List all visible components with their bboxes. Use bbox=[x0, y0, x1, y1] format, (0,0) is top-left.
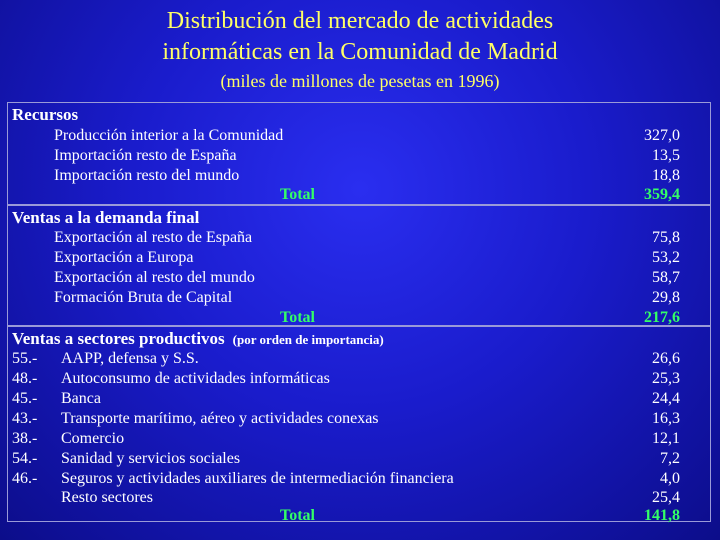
section-note: (por orden de importancia) bbox=[232, 332, 384, 347]
row-value: 24,4 bbox=[652, 390, 680, 407]
row-label: Exportación al resto del mundo bbox=[54, 269, 255, 286]
row-value: 26,6 bbox=[652, 350, 680, 367]
row-value: 25,4 bbox=[652, 489, 680, 506]
total-label: Total bbox=[280, 309, 315, 326]
total-row bbox=[8, 185, 710, 205]
row-value: 58,7 bbox=[652, 269, 680, 286]
section-header: Ventas a sectores productivos bbox=[12, 329, 225, 348]
row-value: 29,8 bbox=[652, 289, 680, 306]
section-ventas-sectores bbox=[8, 325, 710, 524]
row-code: 45.- bbox=[12, 390, 38, 407]
section-header: Ventas a la demanda final bbox=[12, 208, 200, 227]
row-code: 55.- bbox=[12, 350, 38, 367]
row-code: 48.- bbox=[12, 370, 38, 387]
table-row bbox=[8, 126, 710, 146]
row-label: Resto sectores bbox=[61, 489, 153, 506]
row-value: 13,5 bbox=[652, 147, 680, 164]
section-ventas-demanda bbox=[8, 204, 710, 325]
table-row bbox=[8, 166, 710, 186]
row-label: Seguros y actividades auxiliares de intermediación financiera bbox=[61, 470, 454, 487]
table-row bbox=[8, 228, 710, 248]
market-table bbox=[7, 102, 711, 522]
table-row bbox=[8, 349, 710, 369]
row-label: Importación resto del mundo bbox=[54, 167, 240, 184]
row-code: 38.- bbox=[12, 430, 38, 447]
table-row bbox=[8, 449, 710, 469]
section-recursos bbox=[8, 103, 710, 204]
section-header: Recursos bbox=[12, 105, 79, 124]
row-value: 25,3 bbox=[652, 370, 680, 387]
slide-title bbox=[0, 6, 720, 68]
row-label: Importación resto de España bbox=[54, 147, 237, 164]
row-value: 53,2 bbox=[652, 249, 680, 266]
table-row bbox=[8, 409, 710, 429]
total-label: Total bbox=[280, 507, 315, 524]
table-row bbox=[8, 248, 710, 268]
total-row bbox=[8, 506, 710, 526]
row-label: Comercio bbox=[61, 430, 125, 447]
row-label: Banca bbox=[61, 390, 101, 407]
row-code: 54.- bbox=[12, 450, 38, 467]
row-value: 16,3 bbox=[652, 410, 680, 427]
title-line-1: Distribución del mercado de actividades bbox=[166, 8, 554, 34]
row-label: Sanidad y servicios sociales bbox=[61, 450, 241, 467]
title-line-2: informáticas en la Comunidad de Madrid bbox=[162, 39, 558, 65]
total-value: 359,4 bbox=[644, 186, 680, 203]
table-row bbox=[8, 469, 710, 489]
row-code: 46.- bbox=[12, 470, 38, 487]
row-code: 43.- bbox=[12, 410, 38, 427]
table-row bbox=[8, 488, 710, 508]
table-row bbox=[8, 288, 710, 308]
row-label: Producción interior a la Comunidad bbox=[54, 127, 284, 144]
row-label: Exportación al resto de España bbox=[54, 229, 253, 246]
row-value: 4,0 bbox=[660, 470, 680, 487]
row-value: 18,8 bbox=[652, 167, 680, 184]
row-label: Transporte marítimo, aéreo y actividades conexas bbox=[61, 410, 379, 427]
table-row bbox=[8, 146, 710, 166]
total-value: 141,8 bbox=[644, 507, 680, 524]
row-value: 7,2 bbox=[660, 450, 680, 467]
row-label: Autoconsumo de actividades informáticas bbox=[61, 370, 330, 387]
row-label: Exportación a Europa bbox=[54, 249, 194, 266]
row-value: 75,8 bbox=[652, 229, 680, 246]
table-row bbox=[8, 429, 710, 449]
row-value: 327,0 bbox=[644, 127, 680, 144]
total-value: 217,6 bbox=[644, 309, 680, 326]
row-label: Formación Bruta de Capital bbox=[54, 289, 233, 306]
table-row bbox=[8, 369, 710, 389]
table-row bbox=[8, 389, 710, 409]
total-label: Total bbox=[280, 186, 315, 203]
row-label: AAPP, defensa y S.S. bbox=[61, 350, 199, 367]
table-row bbox=[8, 268, 710, 288]
slide-subtitle: (miles de millones de pesetas en 1996) bbox=[220, 71, 500, 91]
row-value: 12,1 bbox=[652, 430, 680, 447]
